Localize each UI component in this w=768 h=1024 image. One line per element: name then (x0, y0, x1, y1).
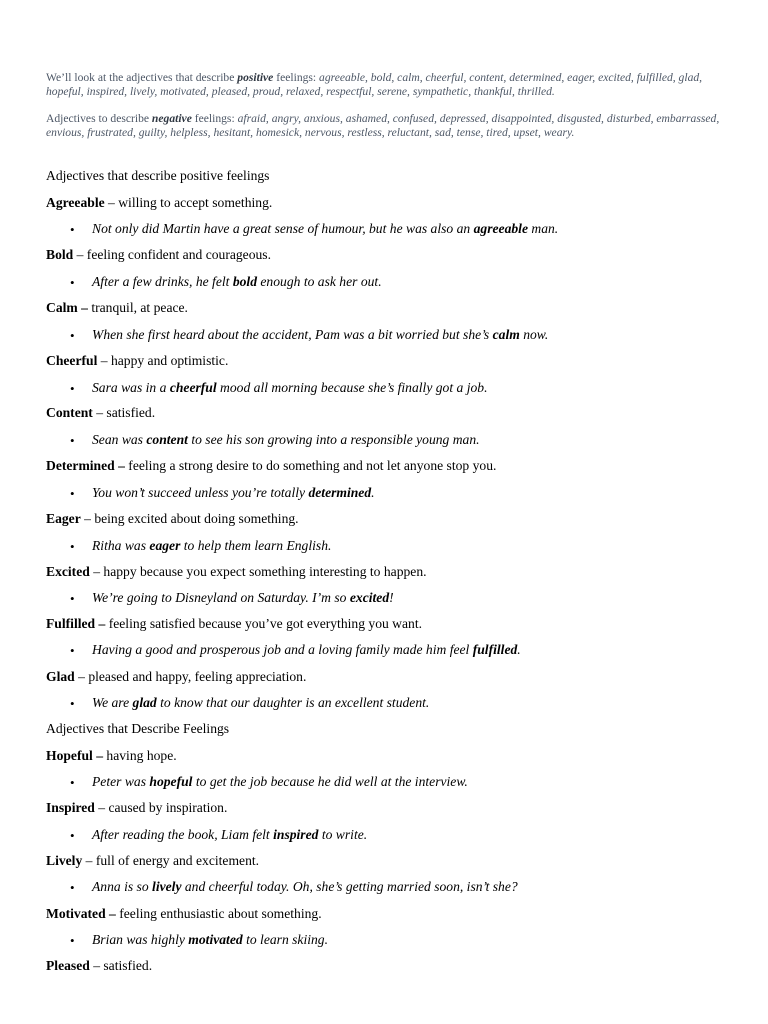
definition-text: – happy and optimistic. (97, 353, 229, 368)
intro-negative-lead: Adjectives to describe (46, 112, 152, 125)
definition-text: – feeling confident and courageous. (73, 247, 271, 262)
example-keyword: hopeful (149, 774, 193, 789)
bullet-marker: • (70, 539, 75, 554)
example-sentence (92, 538, 331, 554)
example-text: to write. (318, 827, 368, 842)
intro-positive-lead: We’ll look at the adjectives that describe (46, 71, 238, 84)
definition-term: Content (46, 405, 93, 420)
definition-line (46, 405, 155, 421)
definition-term: Bold (46, 247, 74, 262)
section-heading-positive: Adjectives that describe positive feelings (46, 168, 270, 183)
definition-line (46, 748, 177, 764)
definition-text: – willing to accept something. (104, 195, 273, 210)
bullet-marker: • (70, 486, 75, 501)
example-keyword: excited (349, 590, 390, 605)
intro-positive-keyword: positive (237, 71, 274, 84)
definition-line (46, 564, 427, 580)
definition-line (46, 353, 228, 369)
example-keyword: glad (132, 695, 157, 710)
definition-text: – pleased and happy, feeling appreciation. (74, 669, 307, 684)
definition-line (46, 458, 496, 474)
example-text: Ritha was (92, 538, 150, 553)
definition-line (46, 300, 188, 316)
example-sentence (92, 380, 488, 396)
example-text: After a few drinks, he felt (92, 274, 233, 289)
intro-negative-keyword: negative (151, 112, 192, 125)
example-text: Not only did Martin have a great sense of humour, but he was also an (92, 221, 474, 236)
intro-positive-list: agreeable, bold, calm, cheerful, content, determined, eager, excited, fulfilled, glad, hopeful, inspired, lively, motivated, pleased, proud, relaxed, respectful, serene, sympathetic, thankful, thrilled. (46, 71, 703, 98)
definition-text: feeling satisfied because you’ve got everything you want. (105, 616, 423, 631)
bullet-marker: • (70, 381, 75, 396)
definition-term: Inspired (46, 800, 95, 815)
definition-text: – happy because you expect something interesting to happen. (89, 564, 427, 579)
example-text: to get the job because he did well at the interview. (192, 774, 468, 789)
example-keyword: cheerful (169, 380, 217, 395)
example-sentence (92, 642, 521, 658)
example-text: Peter was (92, 774, 150, 789)
definition-line (46, 247, 271, 263)
example-text: to help them learn English. (180, 538, 332, 553)
definition-line (46, 853, 259, 869)
example-sentence (92, 327, 548, 343)
intro-negative-list: afraid, angry, anxious, ashamed, confused, depressed, disappointed, disgusted, disturbed, embarrassed, envious, frustrated, guilty, helpless, hesitant, homesick, nervous, restless, reluctant, sad, tense, tired, upset, weary. (46, 112, 720, 139)
example-text: to know that our daughter is an excellent student. (156, 695, 430, 710)
definition-term: Calm – (46, 300, 88, 315)
example-sentence (92, 695, 429, 711)
definition-text: – satisfied. (92, 405, 156, 420)
example-keyword: inspired (273, 827, 319, 842)
example-sentence (92, 774, 468, 790)
definition-text: – being excited about doing something. (80, 511, 299, 526)
example-text: Anna is so (92, 879, 153, 894)
example-sentence (92, 485, 375, 501)
definition-term: Motivated – (46, 906, 116, 921)
example-text: We are (92, 695, 133, 710)
example-keyword: content (146, 432, 188, 447)
example-keyword: eager (149, 538, 181, 553)
bullet-marker: • (70, 933, 75, 948)
definition-term: Fulfilled – (46, 616, 106, 631)
bullet-marker: • (70, 880, 75, 895)
example-keyword: determined (308, 485, 372, 500)
intro-negative-mid: feelings: (191, 112, 238, 125)
example-sentence (92, 879, 518, 895)
definition-text: feeling enthusiastic about something. (115, 906, 322, 921)
bullet-marker: • (70, 696, 75, 711)
example-keyword: bold (232, 274, 257, 289)
definition-term: Eager (46, 511, 81, 526)
definition-term: Hopeful – (46, 748, 104, 763)
example-keyword: motivated (188, 932, 243, 947)
definition-line (46, 195, 272, 211)
example-text: to see his son growing into a responsible young man. (187, 432, 480, 447)
bullet-marker: • (70, 591, 75, 606)
example-text: . (517, 642, 521, 657)
definition-term: Glad (46, 669, 75, 684)
definition-line (46, 958, 152, 974)
definition-term: Determined – (46, 458, 125, 473)
definition-term: Agreeable (46, 195, 105, 210)
definition-line (46, 669, 306, 685)
definition-text: tranquil, at peace. (87, 300, 188, 315)
example-text: When she first heard about the accident, Pam was a bit worried but she’s (92, 327, 493, 342)
example-sentence (92, 932, 328, 948)
example-text: to learn skiing. (242, 932, 329, 947)
definition-text: – full of energy and excitement. (82, 853, 260, 868)
bullet-marker: • (70, 828, 75, 843)
bullet-marker: • (70, 775, 75, 790)
definition-term: Pleased (46, 958, 90, 973)
definition-text: feeling a strong desire to do something and not let anyone stop you. (124, 458, 497, 473)
definition-text: having hope. (103, 748, 177, 763)
example-text: mood all morning because she’s finally got a job. (216, 380, 488, 395)
example-text: We’re going to Disneyland on Saturday. I’m so (92, 590, 350, 605)
intro-negative-paragraph (46, 112, 726, 140)
bullet-marker: • (70, 643, 75, 658)
definition-term: Excited (46, 564, 90, 579)
definition-text: – satisfied. (89, 958, 153, 973)
bullet-marker: • (70, 328, 75, 343)
section-heading-feelings: Adjectives that Describe Feelings (46, 721, 230, 736)
definition-term: Lively (46, 853, 83, 868)
example-text: enough to ask her out. (257, 274, 382, 289)
example-keyword: calm (492, 327, 520, 342)
example-text: Sean was (92, 432, 147, 447)
definition-text: – caused by inspiration. (94, 800, 228, 815)
example-text: now. (519, 327, 549, 342)
example-sentence (92, 827, 367, 843)
example-text: man. (527, 221, 559, 236)
definition-term: Cheerful (46, 353, 98, 368)
example-keyword: fulfilled (472, 642, 518, 657)
example-text: Brian was highly (92, 932, 189, 947)
example-text: Having a good and prosperous job and a loving family made him feel (92, 642, 473, 657)
definition-line (46, 511, 299, 527)
example-text: and cheerful today. Oh, she’s getting married soon, isn’t she? (181, 879, 518, 894)
bullet-marker: • (70, 433, 75, 448)
example-sentence (92, 590, 394, 606)
example-text: Sara was in a (92, 380, 170, 395)
example-sentence (92, 221, 558, 237)
definition-line (46, 906, 322, 922)
bullet-marker: • (70, 222, 75, 237)
example-sentence (92, 432, 480, 448)
example-keyword: lively (152, 879, 182, 894)
example-text: After reading the book, Liam felt (92, 827, 274, 842)
example-text: ! (389, 590, 394, 605)
bullet-marker: • (70, 275, 75, 290)
example-keyword: agreeable (473, 221, 528, 236)
intro-positive-mid: feelings: (273, 71, 320, 84)
definition-line (46, 800, 227, 816)
example-sentence (92, 274, 382, 290)
intro-positive-paragraph (46, 71, 726, 99)
example-text: . (371, 485, 375, 500)
definition-line (46, 616, 422, 632)
example-text: You won’t succeed unless you’re totally (92, 485, 309, 500)
